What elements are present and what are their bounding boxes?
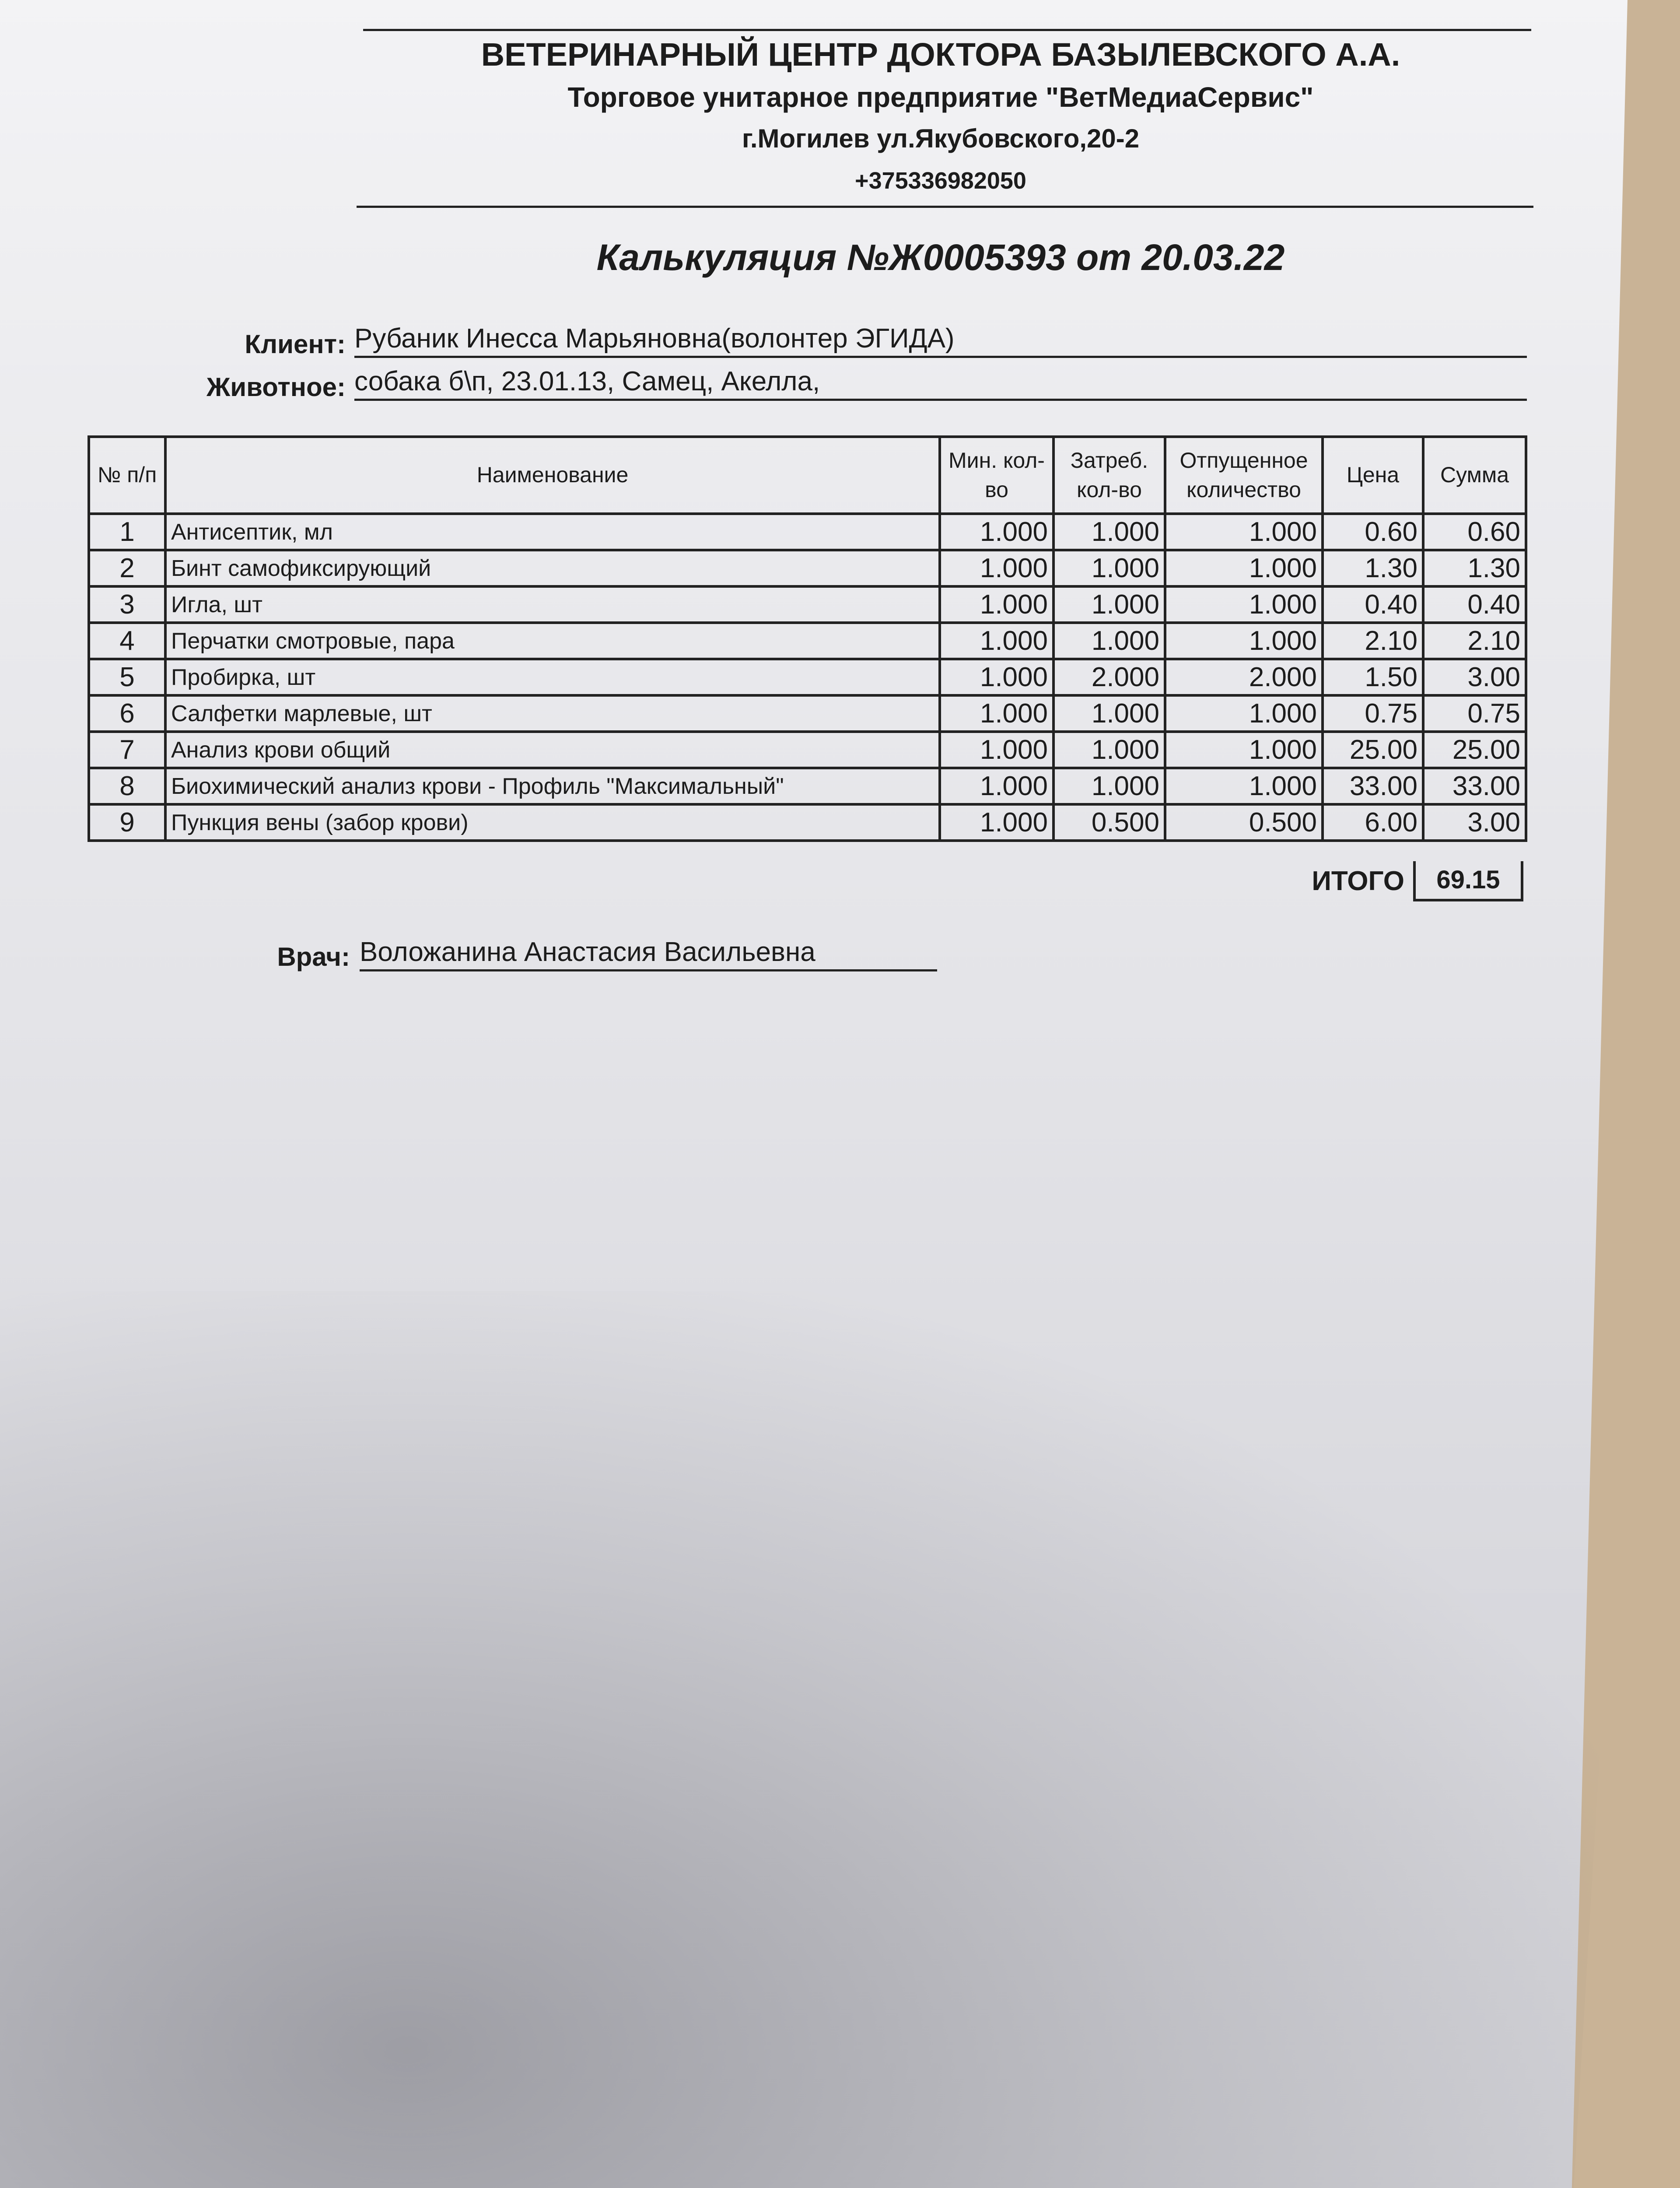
col-header-min-qty: Мин. кол-во xyxy=(940,437,1054,514)
animal-value: собака б\п, 23.01.13, Самец, Акелла, xyxy=(354,366,1527,401)
cell-price: 0.40 xyxy=(1323,586,1423,623)
cell-requested-qty: 1.000 xyxy=(1054,732,1165,768)
cell-number: 6 xyxy=(89,695,165,732)
cell-sum: 0.60 xyxy=(1423,514,1526,550)
table-row xyxy=(89,623,1526,659)
table-row xyxy=(89,550,1526,586)
cell-min-qty: 1.000 xyxy=(940,659,1054,695)
total-value: 69.15 xyxy=(1413,861,1523,901)
cell-price: 6.00 xyxy=(1323,804,1423,841)
table-row xyxy=(89,732,1526,768)
company-name: Торговое унитарное предприятие "ВетМедиаСервис" xyxy=(567,81,1314,113)
cell-name: Перчатки смотровые, пара xyxy=(165,623,940,659)
cell-dispensed-qty: 1.000 xyxy=(1165,550,1323,586)
clinic-name: ВЕТЕРИНАРНЫЙ ЦЕНТР ДОКТОРА БАЗЫЛЕВСКОГО А.А. xyxy=(481,36,1400,73)
cell-price: 2.10 xyxy=(1323,623,1423,659)
cell-price: 0.60 xyxy=(1323,514,1423,550)
cell-requested-qty: 2.000 xyxy=(1054,659,1165,695)
col-header-dispensed-qty: Отпущенное количество xyxy=(1165,437,1323,514)
cell-price: 25.00 xyxy=(1323,732,1423,768)
table-row xyxy=(89,768,1526,804)
cell-dispensed-qty: 1.000 xyxy=(1165,732,1323,768)
paper-shadow xyxy=(0,1291,1628,2188)
cell-dispensed-qty: 1.000 xyxy=(1165,695,1323,732)
table-row xyxy=(89,695,1526,732)
cell-sum: 0.75 xyxy=(1423,695,1526,732)
col-header-sum: Сумма xyxy=(1423,437,1526,514)
cell-requested-qty: 1.000 xyxy=(1054,768,1165,804)
cell-min-qty: 1.000 xyxy=(940,623,1054,659)
cell-requested-qty: 1.000 xyxy=(1054,550,1165,586)
col-header-number: № п/п xyxy=(89,437,165,514)
cell-sum: 3.00 xyxy=(1423,804,1526,841)
cell-min-qty: 1.000 xyxy=(940,695,1054,732)
col-header-name: Наименование xyxy=(165,437,940,514)
header-bottom-rule xyxy=(357,206,1533,208)
table-row xyxy=(89,804,1526,841)
col-header-price: Цена xyxy=(1323,437,1423,514)
document-title: Калькуляция №Ж0005393 от 20.03.22 xyxy=(596,237,1285,278)
cell-dispensed-qty: 1.000 xyxy=(1165,768,1323,804)
cell-requested-qty: 1.000 xyxy=(1054,586,1165,623)
cell-price: 1.50 xyxy=(1323,659,1423,695)
cell-min-qty: 1.000 xyxy=(940,586,1054,623)
table-row xyxy=(89,514,1526,550)
client-value: Рубаник Инесса Марьяновна(волонтер ЭГИДА) xyxy=(354,323,1527,358)
cell-min-qty: 1.000 xyxy=(940,732,1054,768)
clinic-phone: +375336982050 xyxy=(855,168,1026,194)
cell-requested-qty: 0.500 xyxy=(1054,804,1165,841)
animal-label: Животное: xyxy=(206,372,346,402)
cell-sum: 33.00 xyxy=(1423,768,1526,804)
cell-sum: 3.00 xyxy=(1423,659,1526,695)
cell-requested-qty: 1.000 xyxy=(1054,695,1165,732)
cell-min-qty: 1.000 xyxy=(940,550,1054,586)
cell-min-qty: 1.000 xyxy=(940,804,1054,841)
items-table xyxy=(88,435,1527,842)
cell-dispensed-qty: 0.500 xyxy=(1165,804,1323,841)
cell-dispensed-qty: 1.000 xyxy=(1165,623,1323,659)
cell-price: 0.75 xyxy=(1323,695,1423,732)
cell-name: Антисептик, мл xyxy=(165,514,940,550)
cell-dispensed-qty: 1.000 xyxy=(1165,514,1323,550)
doctor-value: Воложанина Анастасия Васильевна xyxy=(360,936,937,971)
cell-dispensed-qty: 1.000 xyxy=(1165,586,1323,623)
table-row xyxy=(89,659,1526,695)
col-header-requested-qty: Затреб. кол-во xyxy=(1054,437,1165,514)
cell-requested-qty: 1.000 xyxy=(1054,623,1165,659)
cell-sum: 1.30 xyxy=(1423,550,1526,586)
header-top-rule xyxy=(363,29,1531,31)
cell-price: 1.30 xyxy=(1323,550,1423,586)
total-label: ИТОГО xyxy=(1312,866,1404,896)
cell-name: Бинт самофиксирующий xyxy=(165,550,940,586)
cell-name: Салфетки марлевые, шт xyxy=(165,695,940,732)
clinic-address: г.Могилев ул.Якубовского,20-2 xyxy=(742,124,1140,153)
cell-sum: 25.00 xyxy=(1423,732,1526,768)
cell-name: Пробирка, шт xyxy=(165,659,940,695)
cell-name: Игла, шт xyxy=(165,586,940,623)
cell-requested-qty: 1.000 xyxy=(1054,514,1165,550)
table-header-row xyxy=(89,437,1526,514)
client-label: Клиент: xyxy=(245,330,346,359)
cell-number: 1 xyxy=(89,514,165,550)
cell-number: 3 xyxy=(89,586,165,623)
cell-min-qty: 1.000 xyxy=(940,768,1054,804)
cell-name: Анализ крови общий xyxy=(165,732,940,768)
cell-name: Пункция вены (забор крови) xyxy=(165,804,940,841)
cell-sum: 0.40 xyxy=(1423,586,1526,623)
cell-name: Биохимический анализ крови - Профиль "Максимальный" xyxy=(165,768,940,804)
cell-sum: 2.10 xyxy=(1423,623,1526,659)
cell-price: 33.00 xyxy=(1323,768,1423,804)
cell-dispensed-qty: 2.000 xyxy=(1165,659,1323,695)
cell-number: 5 xyxy=(89,659,165,695)
cell-number: 9 xyxy=(89,804,165,841)
cell-number: 7 xyxy=(89,732,165,768)
cell-min-qty: 1.000 xyxy=(940,514,1054,550)
cell-number: 4 xyxy=(89,623,165,659)
doctor-label: Врач: xyxy=(277,942,350,971)
table-row xyxy=(89,586,1526,623)
cell-number: 2 xyxy=(89,550,165,586)
cell-number: 8 xyxy=(89,768,165,804)
